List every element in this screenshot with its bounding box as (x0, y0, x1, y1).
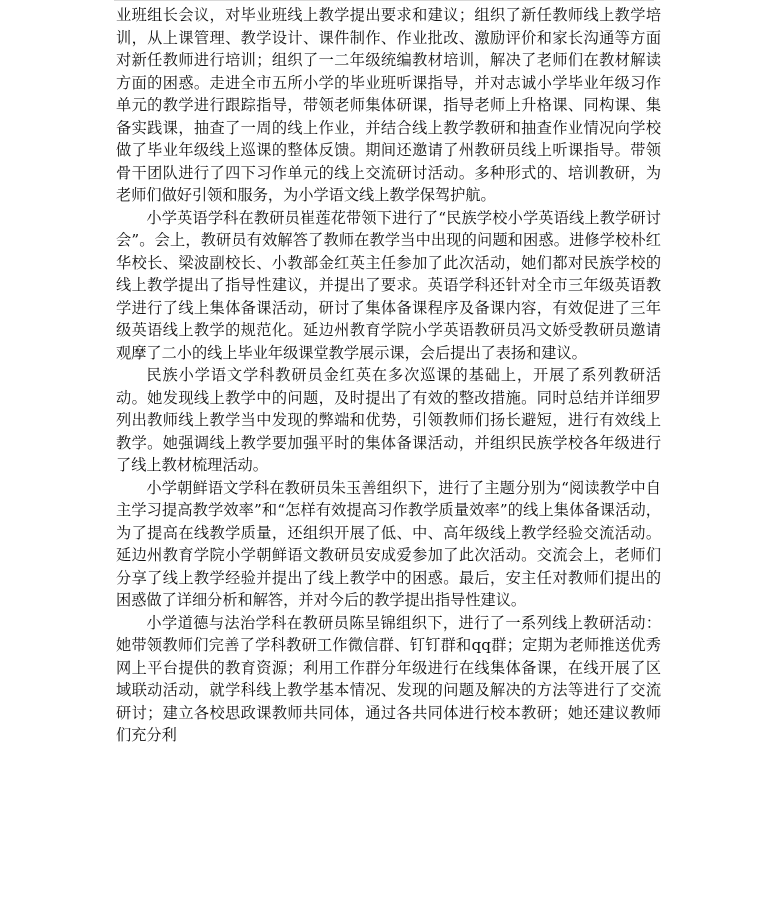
paragraph-continuation: 业班组长会议，对毕业班线上教学提出要求和建议；组织了新任教师线上教学培训，从上课管理、教学设计、课件制作、作业批改、激励评价和家长沟通等方面对新任教师进行培训；组织了一二年级统编教材培训，解决了老师们在教材解读方面的困惑。走进全市五所小学的毕业班听课指导，并对志诚小学毕业年级习作单元的教学进行跟踪指导，带领老师集体研课，指导老师上升格课、同构课、集备实践课，抽查了一周的线上作业，并结合线上教学教研和抽查作业情况向学校做了毕业年级线上巡课的整体反馈。期间还邀请了州教研员线上听课指导。带领骨干团队进行了四下习作单元的线上交流研讨活动。多种形式的、培训教研，为老师们做好引领和服务，为小学语文线上教学保驾护航。 (116, 6, 661, 204)
paragraph-korean-subject: 小学朝鲜语文学科在教研员朱玉善组织下，进行了主题分别为“阅读教学中自主学习提高教学效率”和“怎样有效提高习作教学质量效率”的线上集体备课活动，为了提高在线教学质量，还组织开展了低、中、高年级线上教学经验交流活动。延边州教育学院小学朝鲜语文教研员安成爱参加了此次活动。交流会上，老师们分享了线上教学经验并提出了线上教学中的困惑。最后，安主任对教师们提出的困惑做了详细分析和解答，并对今后的教学提出指导性建议。 (116, 478, 661, 609)
paragraph-morality-law-subject: 小学道德与法治学科在教研员陈呈锦组织下，进行了一系列线上教研活动：她带领教师们完善了学科教研工作微信群、钉钉群和qq群；定期为老师推送优秀网上平台提供的教育资源；利用工作群分年级进行在线集体备课，在线开展了区域联动活动，就学科线上教学基本情况、发现的问题及解决的方法等进行了交流研讨；建立各校思政课教师共同体，通过各共同体进行校本教研；她还建议教师们充分利 (116, 613, 661, 744)
document-body (116, 4, 661, 747)
paragraph-ethnic-chinese-subject: 民族小学语文学科教研员金红英在多次巡课的基础上，开展了系列教研活动。她发现线上教学中的问题，及时提出了有效的整改措施。同时总结并详细罗列出教师线上教学当中发现的弊端和优势，引领教师们扬长避短，进行有效线上教学。她强调线上教学要加强平时的集体备课活动，并组织民族学校各年级进行了线上教材梳理活动。 (116, 366, 661, 474)
page-top-divider (114, 0, 654, 1)
paragraph-english-subject: 小学英语学科在教研员崔莲花带领下进行了“民族学校小学英语线上教学研讨会”。会上，教研员有效解答了教师在教学当中出现的问题和困惑。进修学校朴红华校长、梁波副校长、小教部金红英主任参加了此次活动，她们都对民族学校的线上教学提出了指导性建议，并提出了要求。英语学科还针对全市三年级英语教学进行了线上集体备课活动，研讨了集体备课程序及备课内容，有效促进了三年级英语线上教学的规范化。延边州教育学院小学英语教研员冯文娇受教研员邀请观摩了二小的线上毕业年级课堂教学展示课，会后提出了表扬和建议。 (116, 208, 661, 362)
